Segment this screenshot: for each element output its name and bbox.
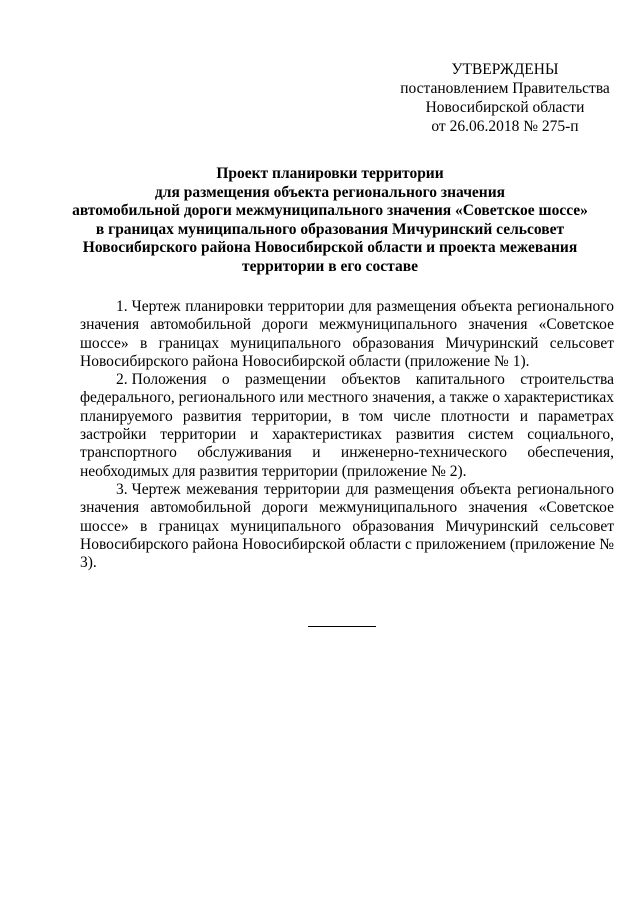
- approval-stamp: [380, 60, 630, 136]
- document-title: [60, 165, 600, 276]
- document-body: [80, 298, 614, 572]
- approval-line-approved: УТВЕРЖДЕНЫ: [451, 61, 559, 78]
- list-item-number: 1.: [116, 298, 128, 315]
- end-of-document-rule: [308, 626, 376, 627]
- list-item-text: Положения о размещении объектов капитального строительства федерального, регионального или местного значения, а также о характеристиках планируемого развития территории, в том числе плотности и параметрах застройки территории и характеристиках развития систем социального, транспортного обслуживания и инженерно-технического обеспечения, необходимых для развития территории (приложение № 2).: [80, 371, 614, 480]
- list-item: [80, 298, 614, 371]
- approval-line-region: Новосибирской области: [425, 99, 585, 116]
- title-line: Новосибирского района Новосибирской области и проекта межевания: [82, 239, 578, 256]
- list-item: [80, 481, 614, 572]
- title-line: Проект планировки территории: [216, 165, 444, 182]
- title-line: автомобильной дороги межмуниципального значения «Советское шоссе»: [72, 202, 588, 219]
- title-line: в границах муниципального образования Мичуринский сельсовет: [95, 220, 565, 238]
- title-line: территории в его составе: [242, 257, 418, 275]
- approval-line-date-number: от 26.06.2018 № 275-п: [431, 118, 579, 135]
- list-item-number: 3.: [116, 480, 128, 498]
- list-item: [80, 371, 614, 481]
- list-item-text: Чертеж межевания территории для размещения объекта регионального значения автомобильной дороги межмуниципального значения «Советское шоссе» в границах муниципального образования Мичуринский сельсовет Новосибирского района Новосибирской области с приложением (приложение № 3).: [80, 480, 614, 572]
- list-item-number: 2.: [116, 371, 128, 389]
- approval-line-resolution: постановлением Правительства: [400, 80, 610, 97]
- title-line: для размещения объекта регионального значения: [154, 183, 506, 201]
- list-item-text: Чертеж планировки территории для размещения объекта регионального значения автомобильной дороги межмуниципального значения «Советское шоссе» в границах муниципального образования Мичуринский сельсовет Новосибирского района Новосибирской области (приложение № 1).: [80, 298, 614, 370]
